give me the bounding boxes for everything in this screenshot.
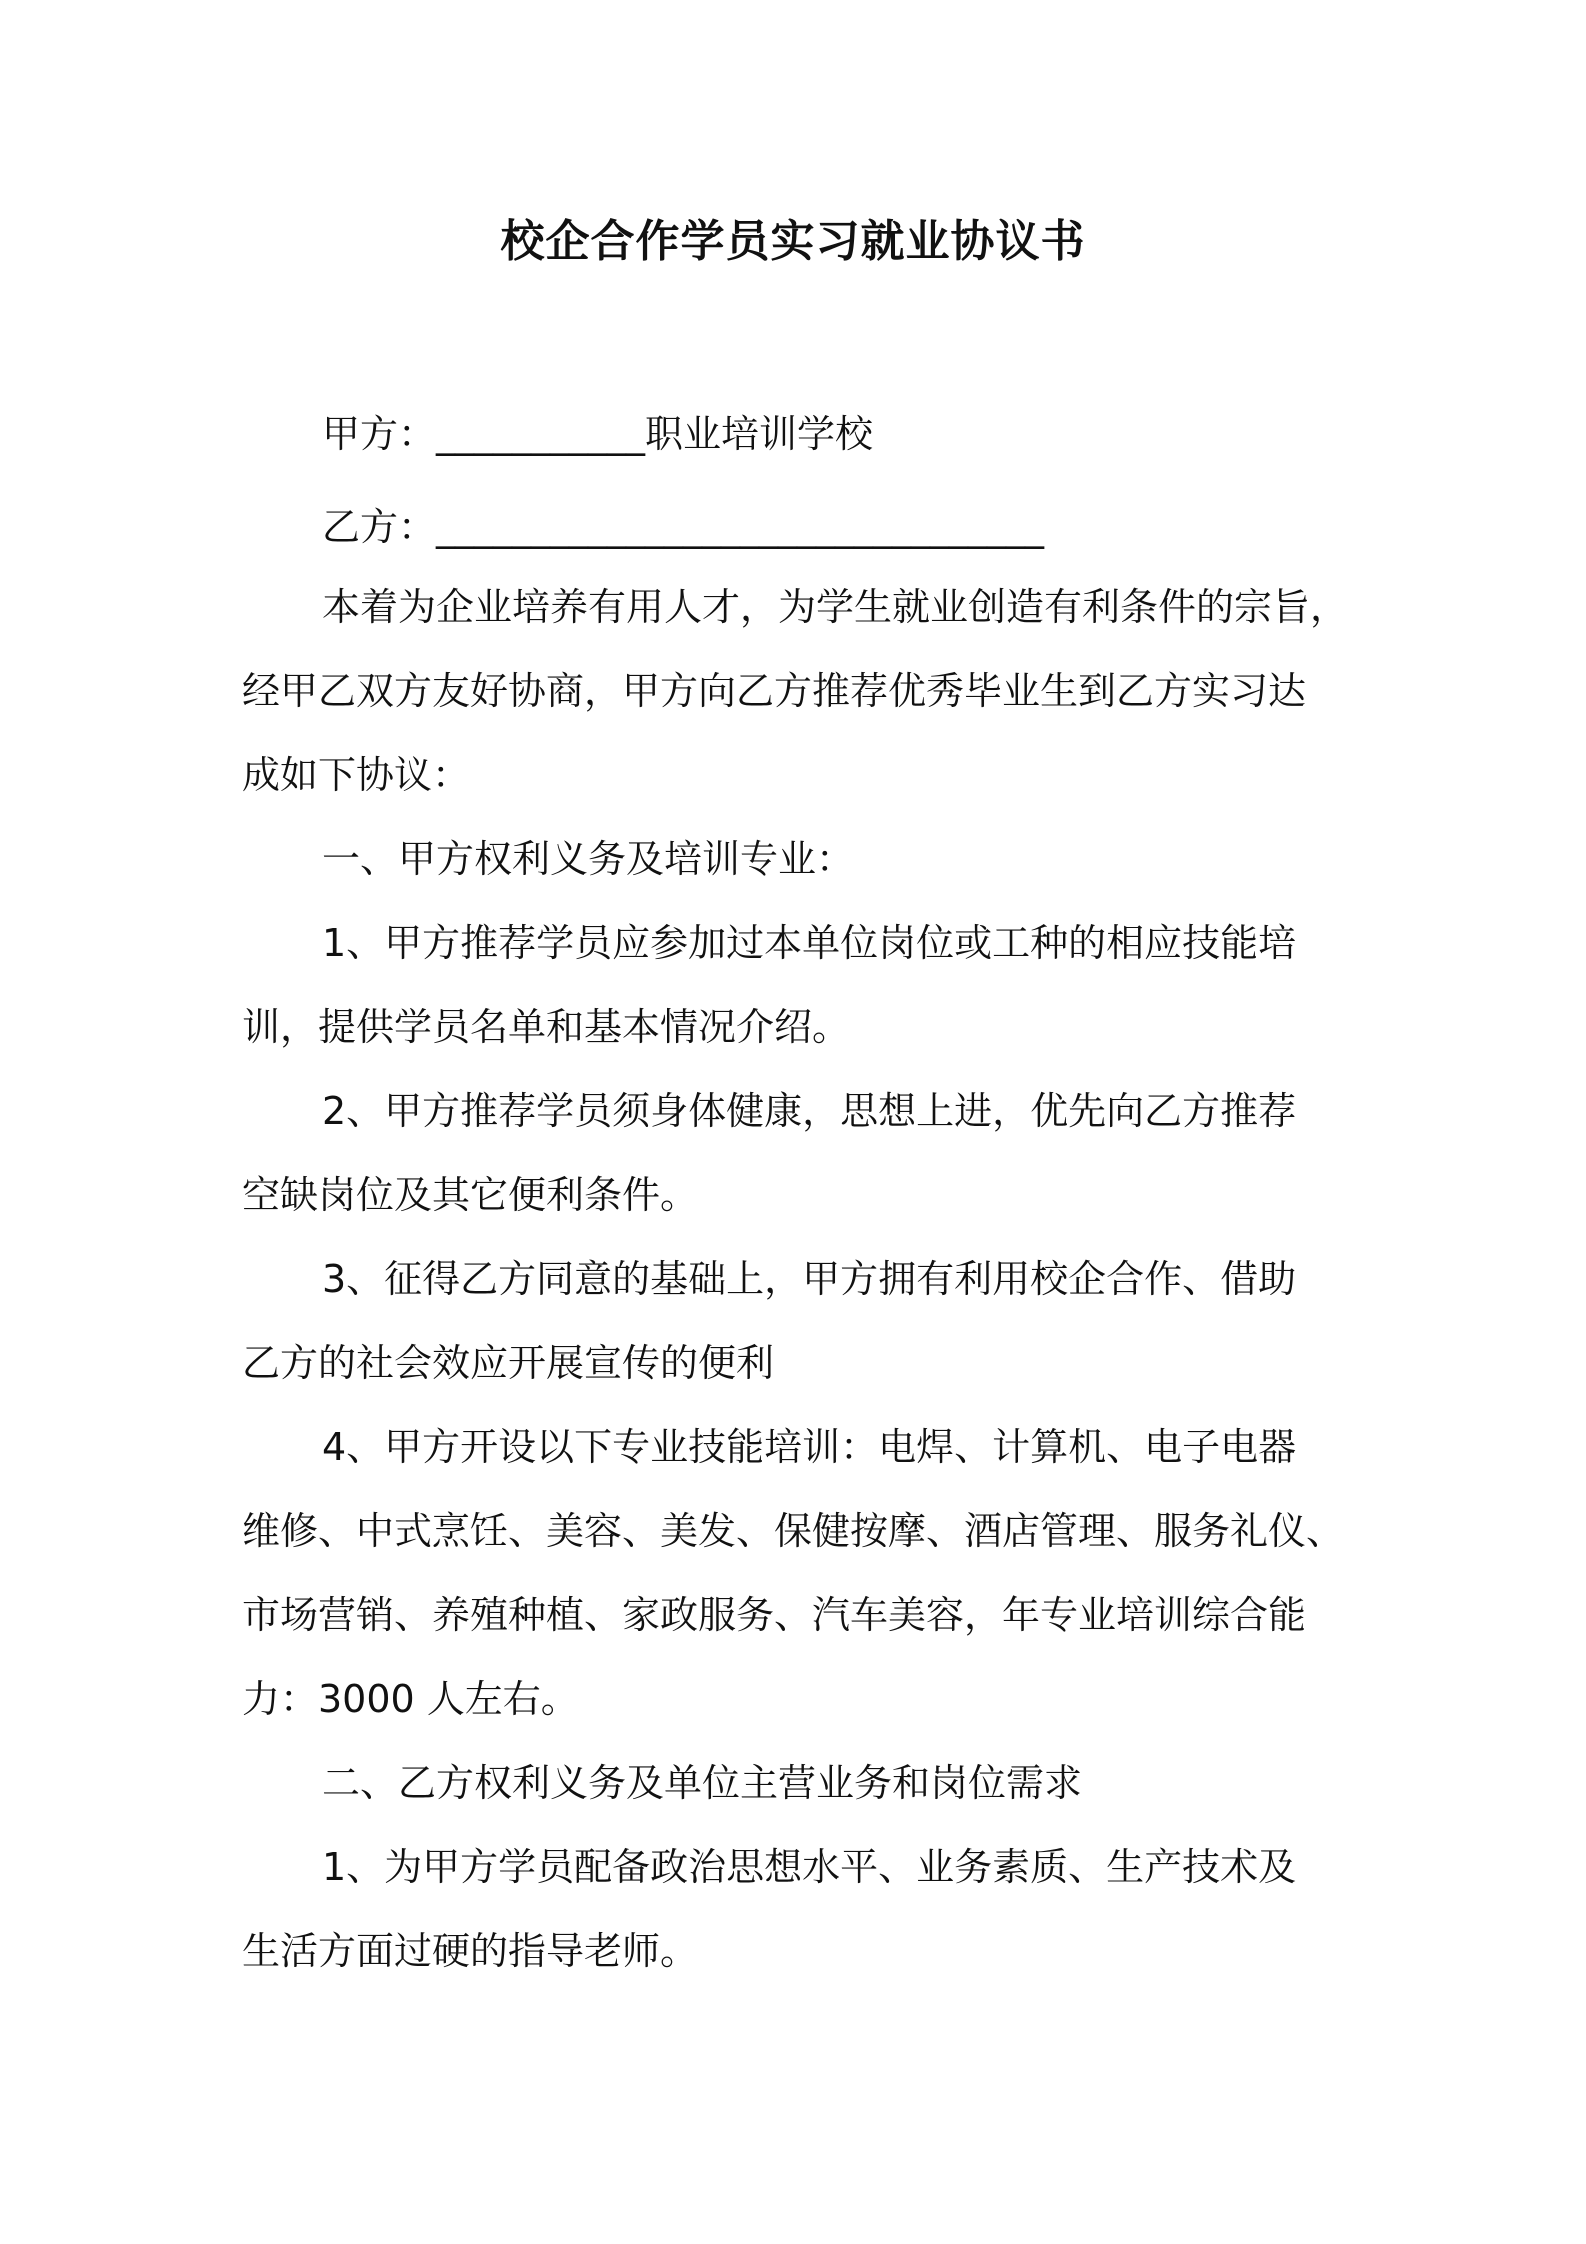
party-b-line: 乙方：________________________________ [322,505,1045,549]
clause-1-4-line-4: 力：3000 人左右。 [242,1677,579,1721]
section-heading-2: 二、乙方权利义务及单位主营业务和岗位需求 [322,1761,1083,1805]
clause-2-1-line-1: 1、为甲方学员配备政治思想水平、业务素质、生产技术及 [322,1845,1297,1889]
clause-1-2-line-2: 空缺岗位及其它便利条件。 [242,1173,699,1217]
clause-1-4-line-3: 市场营销、养殖种植、家政服务、汽车美容，年专业培训综合能 [242,1593,1307,1637]
clause-1-1-line-1: 1、甲方推荐学员应参加过本单位岗位或工种的相应技能培 [322,921,1297,965]
party-a-line: 甲方：___________职业培训学校 [322,412,874,456]
clause-1-1-line-2: 训，提供学员名单和基本情况介绍。 [242,1005,851,1049]
preamble-line-1: 本着为企业培养有用人才，为学生就业创造有利条件的宗旨， [322,585,1349,629]
section-heading-1: 一、甲方权利义务及培训专业： [322,837,855,881]
preamble-line-2: 经甲乙双方友好协商，甲方向乙方推荐优秀毕业生到乙方实习达 [242,669,1307,713]
clause-1-4-line-2: 维修、中式烹饪、美容、美发、保健按摩、酒店管理、服务礼仪、 [242,1509,1345,1553]
clause-1-3-line-1: 3、征得乙方同意的基础上，甲方拥有利用校企合作、借助 [322,1257,1297,1301]
clause-1-4-line-1: 4、甲方开设以下专业技能培训：电焊、计算机、电子电器 [322,1425,1297,1469]
clause-1-3-line-2: 乙方的社会效应开展宣传的便利 [242,1341,775,1385]
preamble-line-3: 成如下协议： [242,753,471,797]
document-title: 校企合作学员实习就业协议书 [500,216,1086,267]
clause-1-2-line-1: 2、甲方推荐学员须身体健康，思想上进，优先向乙方推荐 [322,1089,1297,1133]
clause-2-1-line-2: 生活方面过硬的指导老师。 [242,1929,699,1973]
